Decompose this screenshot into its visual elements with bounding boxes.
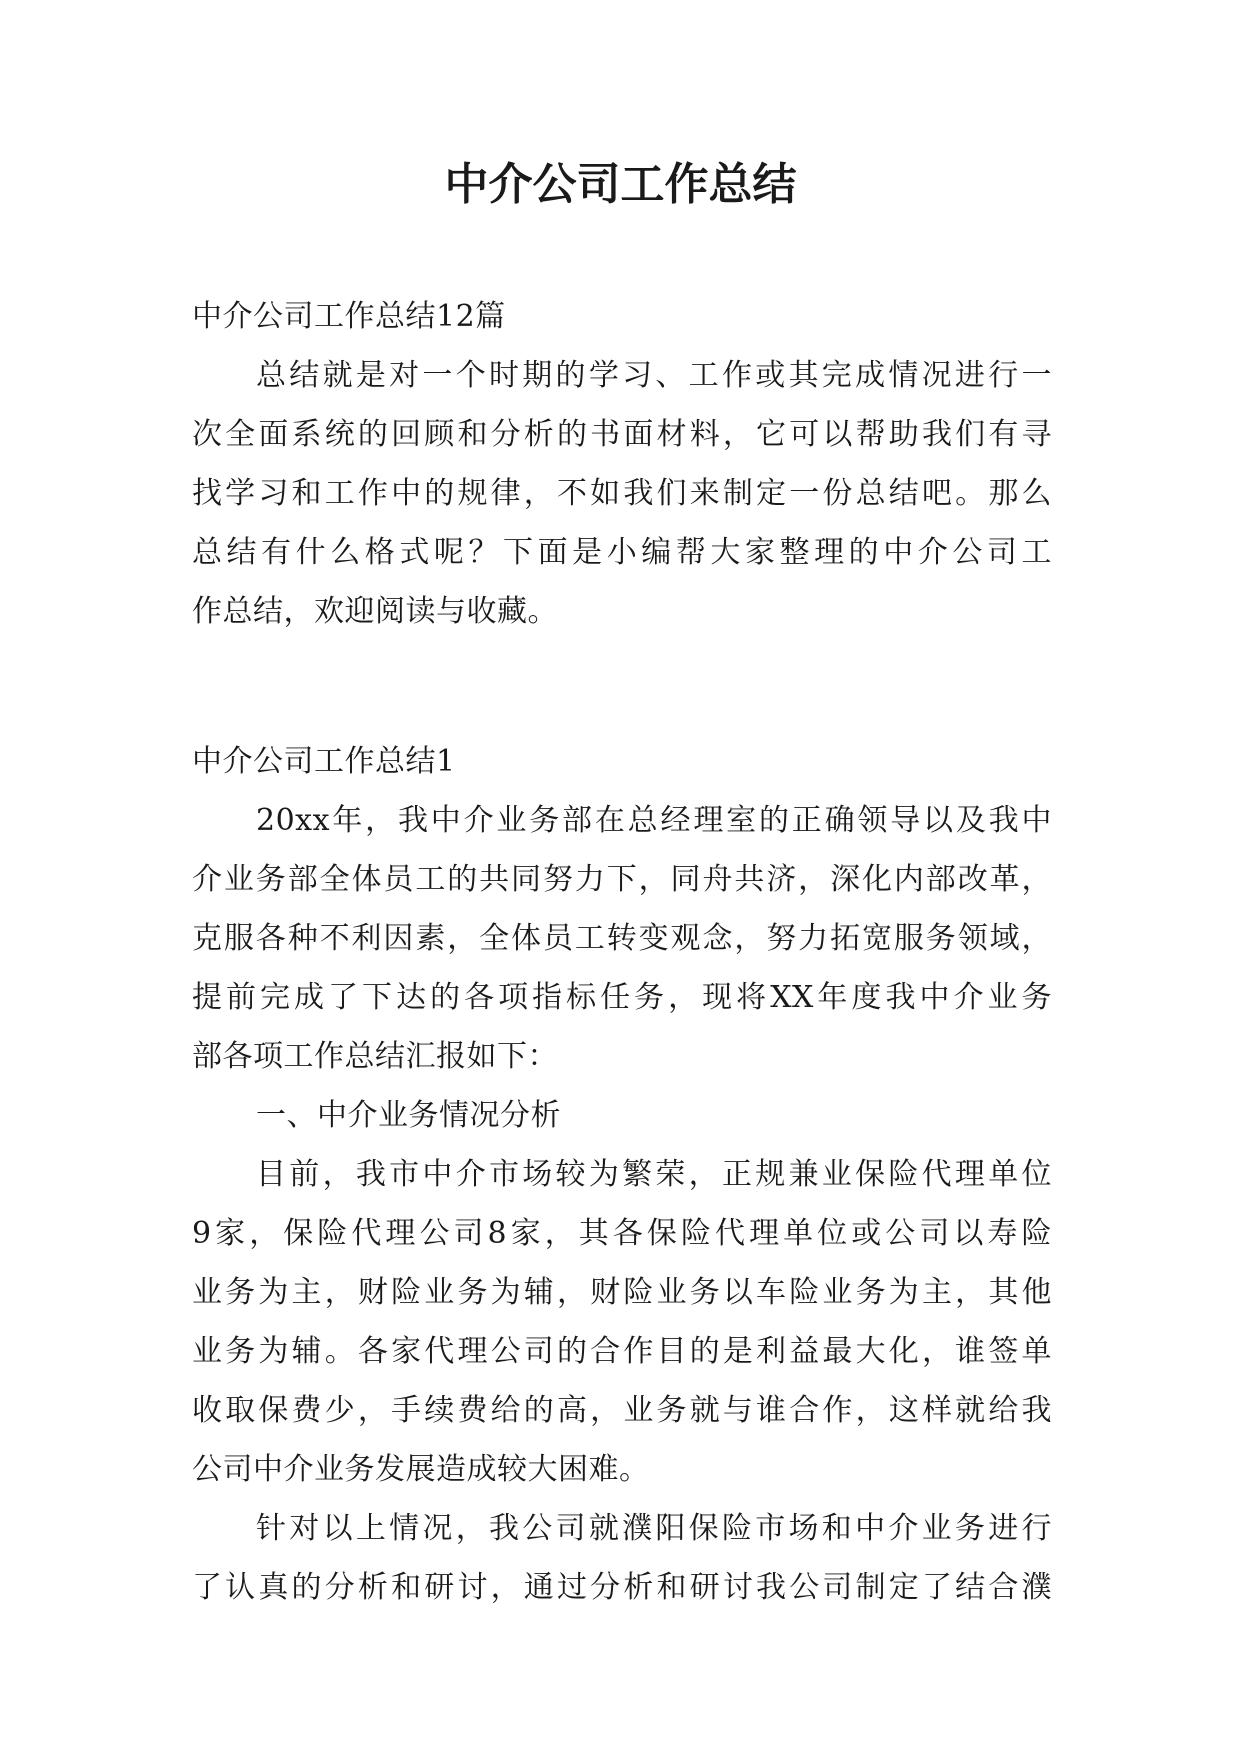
paragraph-gap: [192, 657, 1052, 716]
text-line: 中介公司工作总结12篇: [192, 299, 506, 334]
text-line: 针对以上情况，我公司就濮阳保险市场和中介业务进行: [256, 1511, 1052, 1546]
text-line: 次全面系统的回顾和分析的书面材料，它可以帮助我们有寻: [192, 417, 1052, 452]
text-line: 总结就是对一个时期的学习、工作或其完成情况进行一: [256, 358, 1052, 393]
text-line: 提前完成了下达的各项指标任务，现将XX年度我中介业务: [192, 980, 1052, 1015]
text-line: 9家，保险代理公司8家，其各保险代理单位或公司以寿险: [192, 1216, 1052, 1251]
document-title: 中介公司工作总结: [444, 159, 797, 210]
text-line: 业务为主，财险业务为辅，财险业务以车险业务为主，其他: [192, 1275, 1052, 1310]
text-line: 部各项工作总结汇报如下：: [192, 1039, 558, 1074]
text-line: 目前，我市中介市场较为繁荣，正规兼业保险代理单位: [256, 1157, 1052, 1192]
text-line: 收取保费少，手续费给的高，业务就与谁合作，这样就给我: [192, 1393, 1052, 1428]
text-line: 总结有什么格式呢？下面是小编帮大家整理的中介公司工: [192, 535, 1052, 570]
text-line: 一、中介业务情况分析: [256, 1098, 561, 1133]
text-line: 介业务部全体员工的共同努力下，同舟共济，深化内部改革，: [192, 862, 1052, 897]
document-body: [192, 287, 1052, 1617]
text-line: 克服各种不利因素，全体员工转变观念，努力拓宽服务领域，: [192, 921, 1052, 956]
text-line: 公司中介业务发展造成较大困难。: [192, 1452, 650, 1487]
text-line: 作总结，欢迎阅读与收藏。: [192, 594, 558, 629]
text-line: 20xx年，我中介业务部在总经理室的正确领导以及我中: [256, 803, 1052, 838]
text-line: 了认真的分析和研讨，通过分析和研讨我公司制定了结合濮: [192, 1570, 1052, 1605]
text-line: 中介公司工作总结1: [192, 744, 456, 779]
text-line: 找学习和工作中的规律，不如我们来制定一份总结吧。那么: [192, 476, 1052, 511]
text-line: 业务为辅。各家代理公司的合作目的是利益最大化，谁签单: [192, 1334, 1052, 1369]
